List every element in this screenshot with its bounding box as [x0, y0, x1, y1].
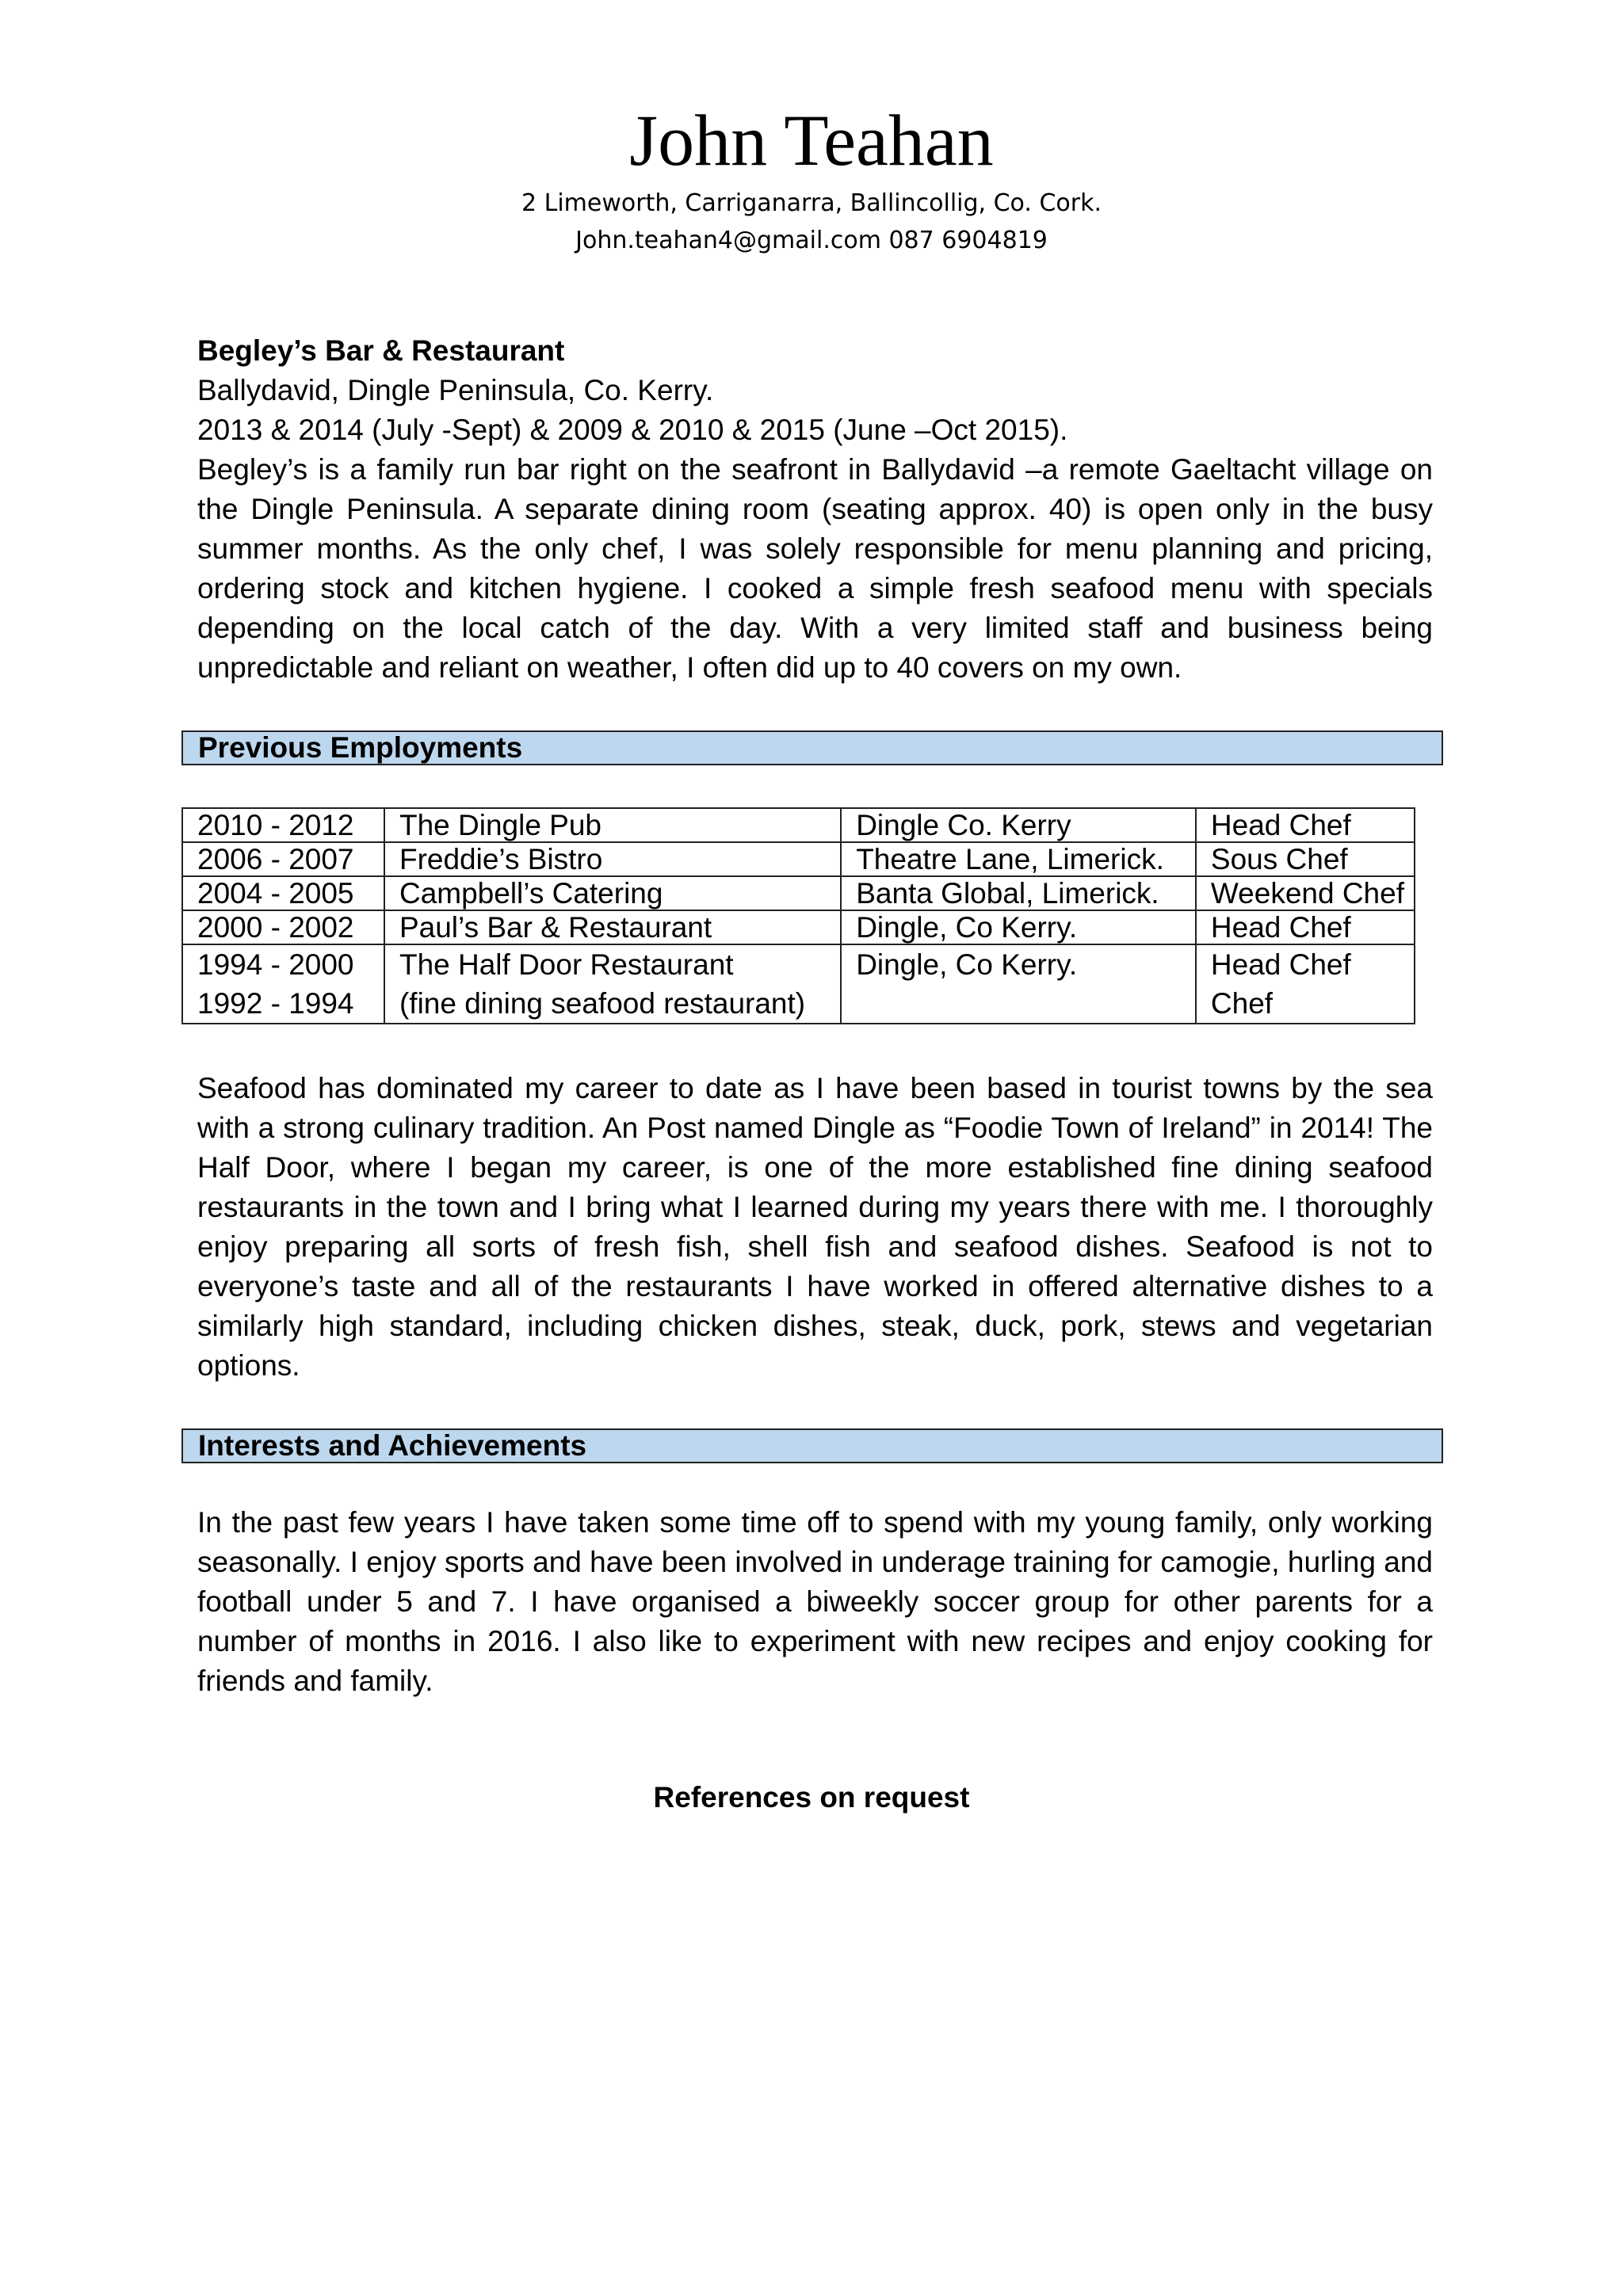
contact-line: John.teahan4@gmail.com 087 6904819	[575, 227, 1048, 254]
employer-line: (fine dining seafood restaurant)	[399, 987, 806, 1020]
current-job-title: Begley’s Bar & Restaurant	[197, 334, 565, 367]
table-row	[182, 808, 1415, 842]
table-row	[182, 944, 1415, 1024]
years-line: 1994 - 2000	[197, 948, 354, 981]
role-cell: Weekend Chef	[1196, 876, 1415, 910]
location-cell: Dingle, Co Kerry.	[841, 910, 1196, 944]
interests-heading: Interests and Achievements	[181, 1428, 1443, 1463]
years-cell: 2010 - 2012	[182, 808, 384, 842]
years-cell: 2004 - 2005	[182, 876, 384, 910]
employer-cell	[384, 944, 841, 1024]
employer-cell: Freddie’s Bistro	[384, 842, 841, 876]
employer-cell: Campbell’s Catering	[384, 876, 841, 910]
table-row	[182, 842, 1415, 876]
years-line: 1992 - 1994	[197, 987, 354, 1020]
role-cell: Sous Chef	[1196, 842, 1415, 876]
references-note: References on request	[653, 1781, 970, 1814]
location-cell: Banta Global, Limerick.	[841, 876, 1196, 910]
years-cell: 2006 - 2007	[182, 842, 384, 876]
address-line: 2 Limeworth, Carriganarra, Ballincollig, Co. Cork.	[521, 189, 1102, 217]
role-cell	[1196, 944, 1415, 1024]
current-job	[197, 331, 1433, 688]
interests-text: In the past few years I have taken some time off to spend with my young family, only working seasonally. I enjoy sports and have been involved in underage training for camogie, hurling and football under 5 and 7. I have organised a biweekly soccer group for other parents for a number of months in 2016. I also like to experiment with new recipes and enjoy cooking for friends and family.	[197, 1506, 1433, 1697]
current-job-dates: 2013 & 2014 (July -Sept) & 2009 & 2010 & 2015 (June –Oct 2015).	[197, 414, 1068, 446]
role-cell: Head Chef	[1196, 910, 1415, 944]
role-line: Chef	[1210, 987, 1274, 1020]
employment-table	[181, 807, 1415, 1024]
employer-cell: The Dingle Pub	[384, 808, 841, 842]
table-row	[182, 910, 1415, 944]
role-cell: Head Chef	[1196, 808, 1415, 842]
career-summary: Seafood has dominated my career to date as I have been based in tourist towns by the sea with a strong culinary tradition. An Post named Dingle as “Foodie Town of Ireland” in 2014! The Half Door, where I began my career, is one of the more established fine dining seafood restaurants in the town and I bring what I learned during my years there with me. I thoroughly enjoy preparing all sorts of fresh fish, shell fish and seafood dishes. Seafood is not to everyone’s taste and all of the restaurants I have worked in offered alternative dishes to a similarly high standard, including chicken dishes, steak, duck, pork, stews and vegetarian options.	[197, 1072, 1433, 1382]
location-cell: Dingle Co. Kerry	[841, 808, 1196, 842]
employer-cell: Paul’s Bar & Restaurant	[384, 910, 841, 944]
table-row	[182, 876, 1415, 910]
current-job-location: Ballydavid, Dingle Peninsula, Co. Kerry.	[197, 374, 714, 406]
location-line: Dingle, Co Kerry.	[856, 948, 1078, 981]
previous-employments-heading: Previous Employments	[181, 730, 1443, 765]
employer-line: The Half Door Restaurant	[399, 948, 734, 981]
current-job-description: Begley’s is a family run bar right on the seafront in Ballydavid –a remote Gaeltacht village on the Dingle Peninsula. A separate dining room (seating approx. 40) is open only in the busy summer months. As the only chef, I was solely responsible for menu planning and pricing, ordering stock and kitchen hygiene. I cooked a simple fresh seafood menu with specials depending on the local catch of the day. With a very limited staff and business being unpredictable and reliant on weather, I often did up to 40 covers on my own.	[197, 453, 1433, 684]
candidate-name: John Teahan	[629, 100, 994, 181]
years-cell: 2000 - 2002	[182, 910, 384, 944]
role-line: Head Chef	[1210, 948, 1351, 981]
location-cell	[841, 944, 1196, 1024]
location-cell: Theatre Lane, Limerick.	[841, 842, 1196, 876]
years-cell	[182, 944, 384, 1024]
